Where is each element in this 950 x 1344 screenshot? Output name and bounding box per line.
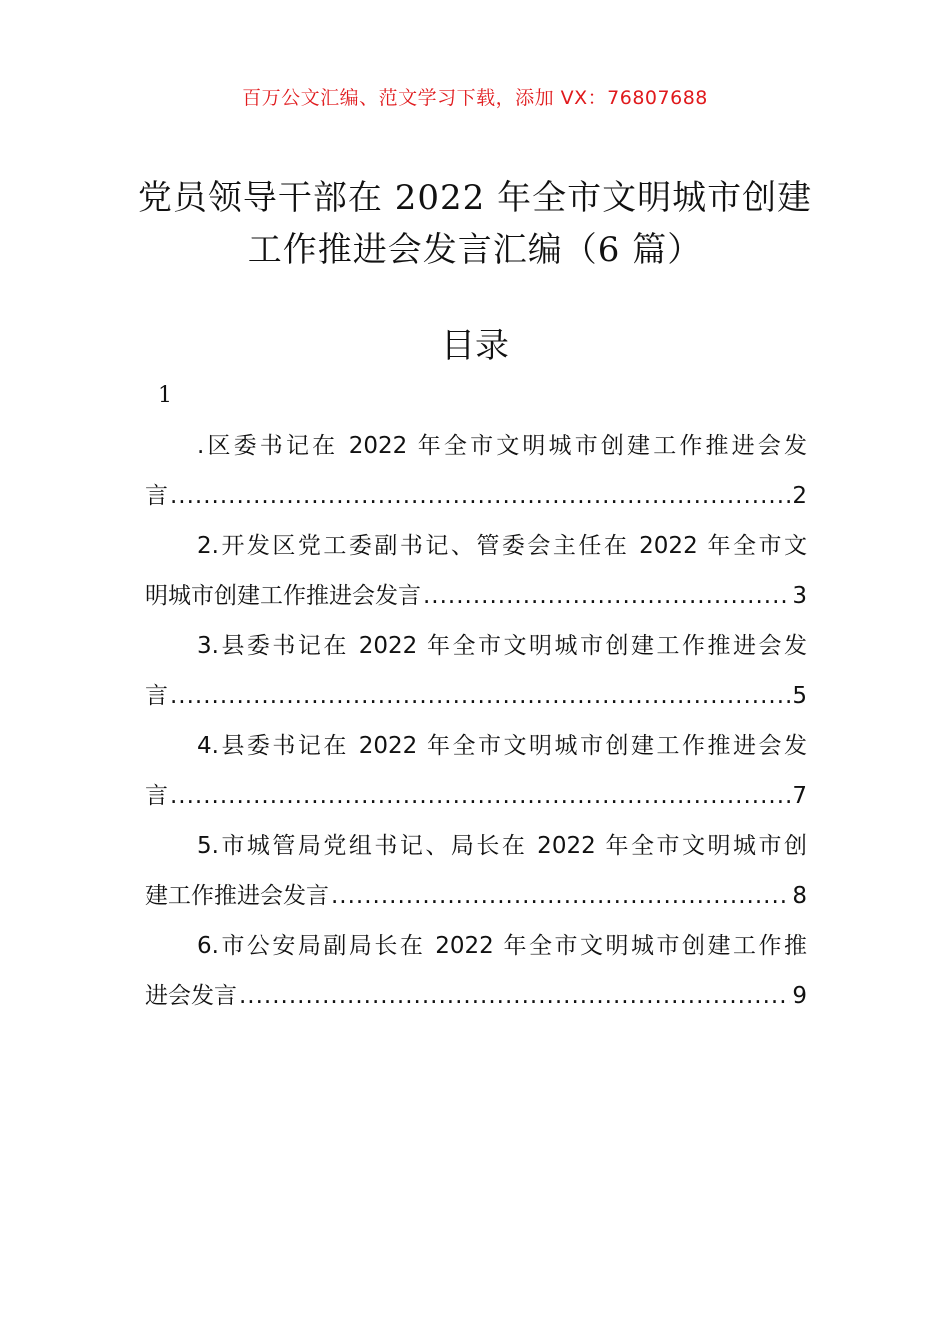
table-of-contents <box>145 421 807 1021</box>
toc-entry-title[interactable]: 4.县委书记在 2022 年全市文明城市创建工作推进会发 <box>197 733 807 759</box>
toc-page-number[interactable]: 8 <box>792 883 807 909</box>
document-title <box>100 172 850 276</box>
toc-entry-1[interactable] <box>145 421 807 521</box>
toc-entry-5[interactable] <box>145 821 807 921</box>
document-title-line2: 工作推进会发言汇编（6 篇） <box>247 230 703 270</box>
toc-entry-title-cont[interactable]: 言 <box>145 683 168 709</box>
toc-page-number[interactable]: 5 <box>792 683 807 709</box>
toc-entry-title[interactable]: .区委书记在 2022 年全市文明城市创建工作推进会发 <box>197 433 807 459</box>
toc-entry-title[interactable]: 6.市公安局副局长在 2022 年全市文明城市创建工作推 <box>197 933 807 959</box>
toc-entry-title-cont[interactable]: 言 <box>145 783 168 809</box>
toc-entry-title[interactable]: 3.县委书记在 2022 年全市文明城市创建工作推进会发 <box>197 633 807 659</box>
toc-list-marker: 1 <box>158 383 172 408</box>
toc-entry-title[interactable]: 5.市城管局党组书记、局长在 2022 年全市文明城市创 <box>197 833 807 859</box>
toc-page-number[interactable]: 3 <box>792 583 807 609</box>
toc-dot-leader <box>423 571 790 621</box>
toc-entry-title-cont[interactable]: 建工作推进会发言 <box>145 883 329 909</box>
toc-entry-title-cont[interactable]: 进会发言 <box>145 983 237 1009</box>
toc-entry-title-cont[interactable]: 明城市创建工作推进会发言 <box>145 583 421 609</box>
toc-entry-title[interactable]: 2.开发区党工委副书记、管委会主任在 2022 年全市文 <box>197 533 807 559</box>
toc-entry-2[interactable] <box>145 521 807 621</box>
toc-dot-leader <box>239 971 790 1021</box>
toc-entry-title-cont[interactable]: 言 <box>145 483 168 509</box>
toc-dot-leader <box>170 771 790 821</box>
watermark-banner: 百万公文汇编、范文学习下载，添加 VX：76807688 <box>242 87 708 109</box>
toc-dot-leader <box>170 671 790 721</box>
toc-page-number[interactable]: 2 <box>792 483 807 509</box>
toc-entry-6[interactable] <box>145 921 807 1021</box>
toc-page-number[interactable]: 9 <box>792 983 807 1009</box>
toc-dot-leader <box>170 471 790 521</box>
toc-dot-leader <box>331 871 790 921</box>
toc-page-number[interactable]: 7 <box>792 783 807 809</box>
document-title-line1: 党员领导干部在 2022 年全市文明城市创建 <box>137 178 813 218</box>
toc-entry-4[interactable] <box>145 721 807 821</box>
toc-heading: 目录 <box>441 326 509 366</box>
toc-entry-3[interactable] <box>145 621 807 721</box>
